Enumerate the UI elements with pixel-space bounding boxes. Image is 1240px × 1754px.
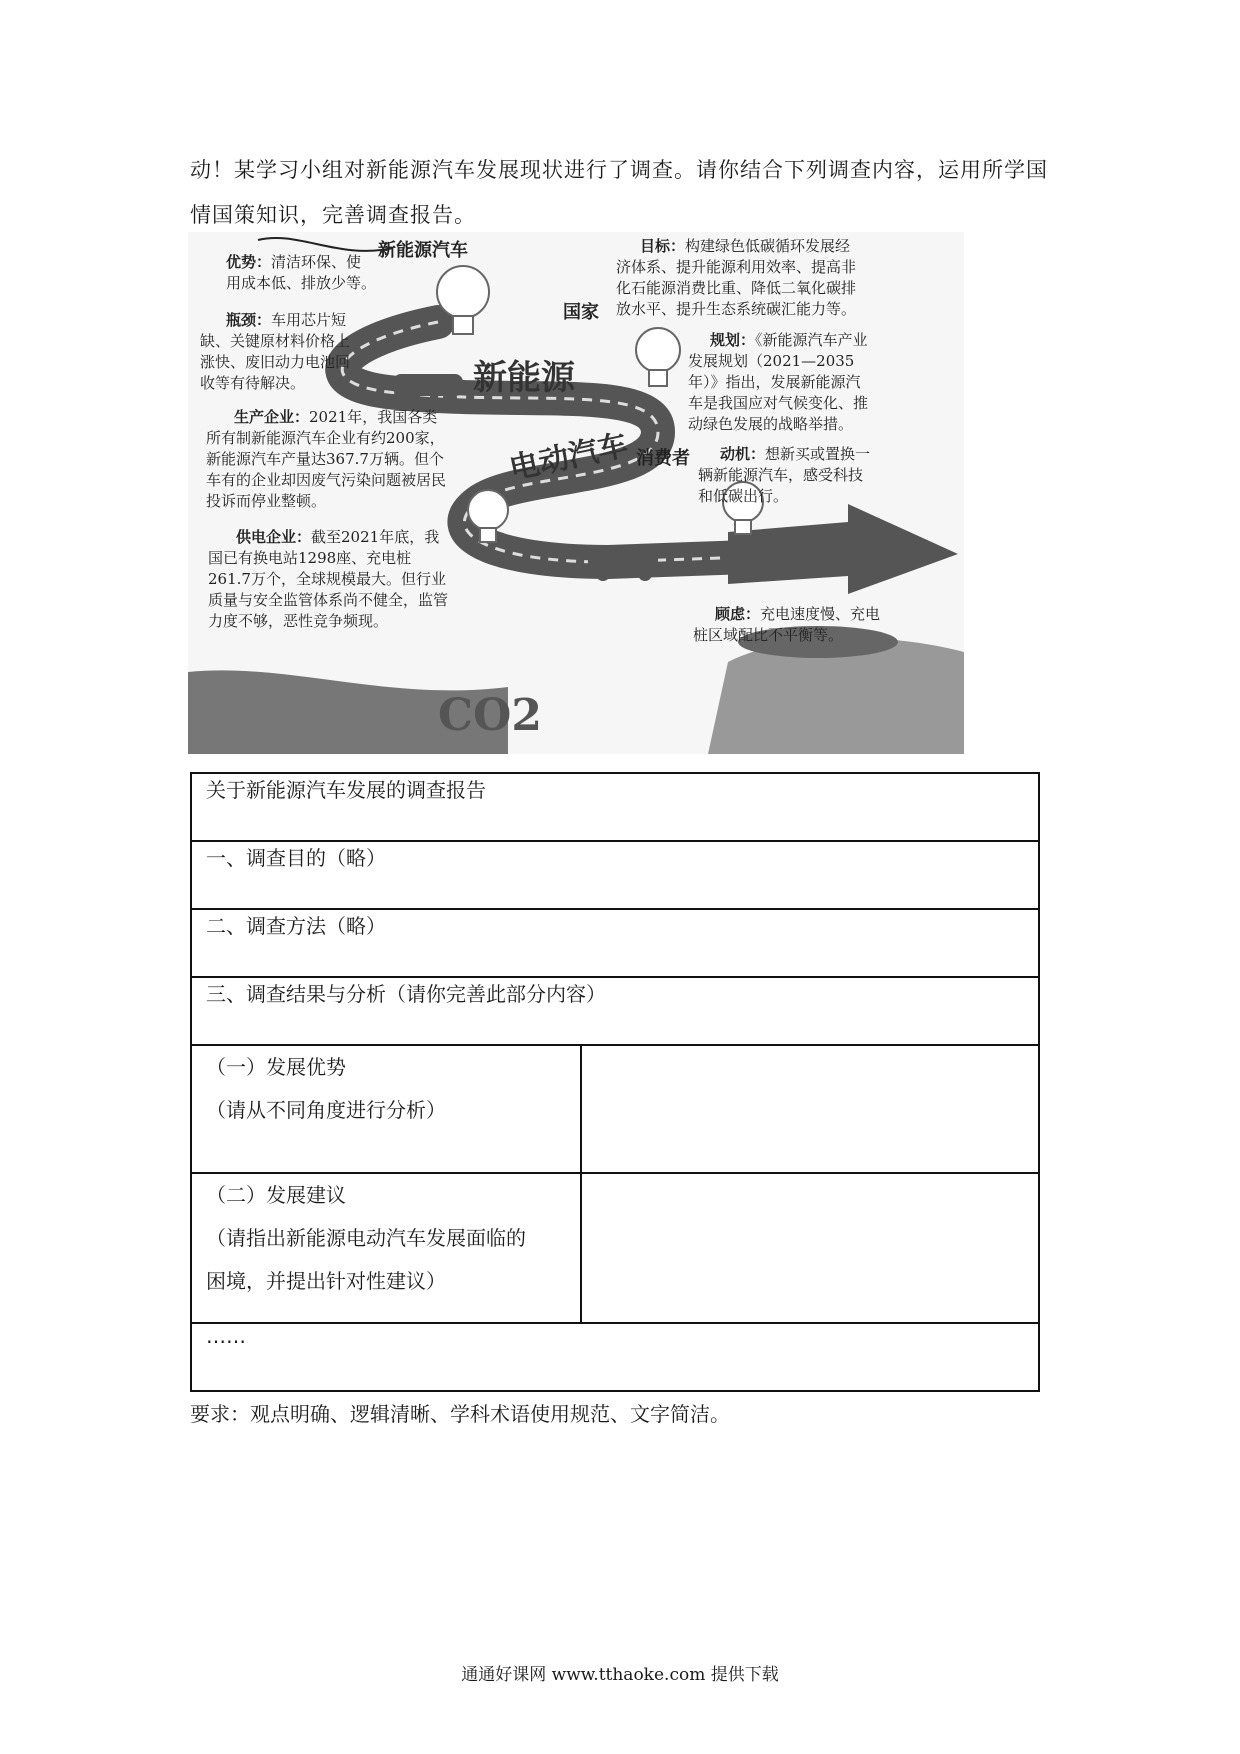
motive-block [698,444,874,507]
sub1-title: （一）发展优势 [206,1055,346,1079]
section-purpose: 一、调查目的（略） [191,841,1039,909]
plan-text: 《新能源汽车产业发展规划（2021—2035年）》指出，发展新能源汽车是我国应对气候变化、推动绿色发展的战略举措。 [688,331,869,433]
producer-block [206,407,446,512]
suggestion-prompt-cell [191,1173,581,1323]
intro-line-2: 情国策知识，完善调查报告。 [190,203,476,227]
footer-text: 通通好课网 www.tthaoke.com 提供下载 [461,1665,779,1685]
requirement-text: 要求：观点明确、逻辑清晰、学科术语使用规范、文字简洁。 [190,1402,730,1426]
motive-label: 动机： [720,445,766,463]
plan-block [688,330,868,435]
advantage-label: 优势： [226,253,272,271]
advantage-text: 清洁环保、使用成本低、排放少等。 [226,253,377,292]
sub2-note-2: 困境，并提出针对性建议） [206,1269,446,1293]
bottleneck-block [200,310,360,394]
sub1-note: （请从不同角度进行分析） [206,1098,446,1122]
report-table [190,772,1040,1392]
ellipsis-row: …… [191,1323,1039,1391]
concern-block [693,604,883,646]
supply-block [208,527,448,632]
bottleneck-text: 车用芯片短缺、关键原材料价格上涨快、废旧动力电池回收等有待解决。 [200,311,351,392]
sub2-title: （二）发展建议 [206,1183,346,1207]
co2-logo: CO2 [438,690,542,741]
title-car: 新能源汽车 [378,240,468,261]
report-title: 关于新能源汽车发展的调查报告 [191,773,1039,841]
suggestion-answer-cell[interactable] [581,1173,1039,1323]
infographic [188,232,964,754]
intro-text [190,148,1070,238]
concern-label: 顾虑： [715,605,761,623]
country-label: 国家 [563,302,599,323]
intro-line-1: 动！某学习小组对新能源汽车发展现状进行了调查。请你结合下列调查内容，运用所学国 [190,158,1048,182]
supply-text: 截至2021年底，我国已有换电站1298座、充电桩261.7万个，全球规模最大。但行业质量与安全监管体系尚不健全，监管力度不够，恶性竞争频现。 [208,528,449,630]
concern-text: 充电速度慢、充电桩区域配比不平衡等。 [693,605,881,644]
sub2-note-1: （请指出新能源电动汽车发展面临的 [206,1226,526,1250]
road-word-ev: 电动汽车 [506,427,632,488]
consumer-label: 消费者 [636,448,690,469]
goal-label: 目标： [640,237,686,255]
advantage-block [226,252,376,294]
road-word-new-energy: 新能源 [473,358,575,398]
goal-text: 构建绿色低碳循环发展经济体系、提升能源利用效率、提高非化石能源消费比重、降低二氧化碳排放水平、提升生态系统碳汇能力等。 [616,237,857,318]
motive-text: 想新买或置换一辆新能源汽车，感受科技和低碳出行。 [698,445,871,505]
advantage-answer-cell[interactable] [581,1045,1039,1173]
advantage-prompt-cell [191,1045,581,1173]
producer-label: 生产企业： [234,408,310,426]
plan-label: 规划： [710,331,756,349]
goal-block [616,236,856,320]
section-method: 二、调查方法（略） [191,909,1039,977]
section-results: 三、调查结果与分析（请你完善此部分内容） [191,977,1039,1045]
supply-label: 供电企业： [236,528,312,546]
producer-text: 2021年，我国各类所有制新能源汽车企业有约200家，新能源汽车产量达367.7万辆。但个车有的企业却因废气污染问题被居民投诉而停业整顿。 [206,408,447,510]
bottleneck-label: 瓶颈： [226,311,272,329]
